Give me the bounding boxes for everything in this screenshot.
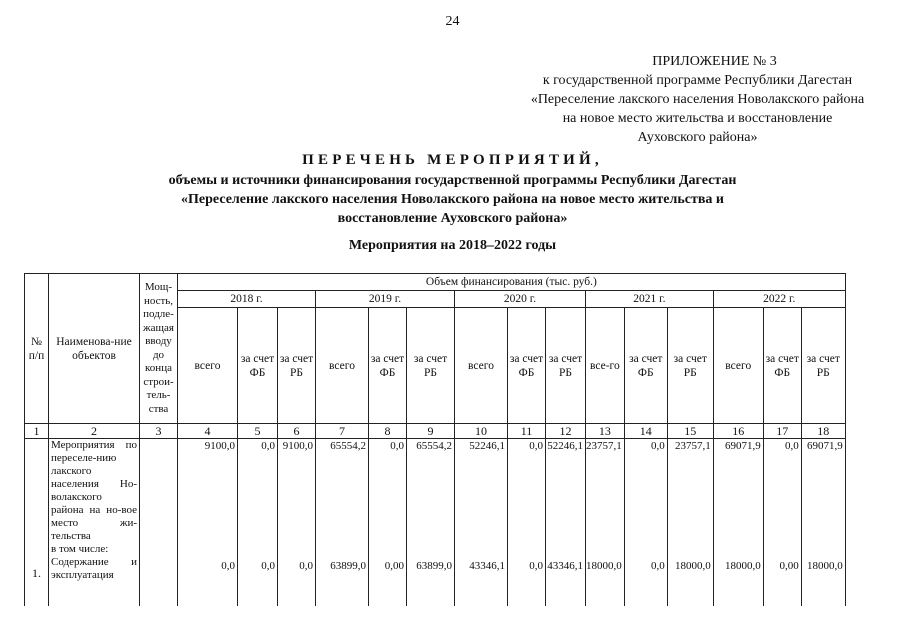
row-value: 0,0 bbox=[624, 556, 667, 606]
header-year: 2020 г. bbox=[455, 291, 586, 308]
row-value: 18000,0 bbox=[586, 556, 625, 606]
header-num: № п/п bbox=[25, 274, 49, 424]
row-value: 63899,0 bbox=[316, 556, 369, 606]
column-number: 8 bbox=[369, 424, 407, 439]
header-year: 2022 г. bbox=[713, 291, 845, 308]
header-funding: Объем финансирования (тыс. руб.) bbox=[178, 274, 846, 291]
row-value: 0,0 bbox=[278, 556, 316, 606]
row-number: 1. bbox=[25, 556, 49, 606]
row-value: 69071,9 bbox=[801, 439, 845, 557]
header-fb: за счет ФБ bbox=[763, 308, 801, 424]
column-number: 7 bbox=[316, 424, 369, 439]
header-rb: за счет РБ bbox=[278, 308, 316, 424]
column-number: 13 bbox=[586, 424, 625, 439]
column-number: 9 bbox=[407, 424, 455, 439]
row-capacity bbox=[140, 556, 178, 606]
header-fb: за счет ФБ bbox=[238, 308, 278, 424]
header-capacity: Мощ-ность, подле-жащая вводу до конца строи-тель-ства bbox=[140, 274, 178, 424]
row-name bbox=[49, 556, 140, 606]
column-number: 10 bbox=[455, 424, 508, 439]
row-value: 0,00 bbox=[369, 556, 407, 606]
table-row bbox=[25, 439, 846, 557]
header-total: всего bbox=[178, 308, 238, 424]
row-value: 18000,0 bbox=[801, 556, 845, 606]
header-fb: за счет ФБ bbox=[508, 308, 546, 424]
column-number: 17 bbox=[763, 424, 801, 439]
heading-line: восстановление Ауховского района» bbox=[337, 211, 568, 226]
row-value: 0,00 bbox=[763, 556, 801, 606]
header-fb: за счет ФБ bbox=[624, 308, 667, 424]
column-number: 2 bbox=[49, 424, 140, 439]
row-name-suffix: в том числе: bbox=[51, 543, 109, 555]
header-fb: за счет ФБ bbox=[369, 308, 407, 424]
row-name-text: Содержание и эксплуатация bbox=[51, 556, 137, 581]
funding-table bbox=[24, 273, 846, 606]
header-rb: за счет РБ bbox=[667, 308, 713, 424]
page-number: 24 bbox=[445, 14, 460, 29]
heading-line: ПЕРЕЧЕНЬ МЕРОПРИЯТИЙ, bbox=[302, 152, 603, 168]
column-number: 3 bbox=[140, 424, 178, 439]
subheading: Мероприятия на 2018–2022 годы bbox=[348, 238, 557, 253]
table-row bbox=[25, 556, 846, 606]
row-value: 9100,0 bbox=[178, 439, 238, 557]
appendix-title: ПРИЛОЖЕНИЕ № 3 bbox=[652, 54, 777, 69]
row-capacity bbox=[140, 439, 178, 557]
header-year: 2019 г. bbox=[316, 291, 455, 308]
row-value: 18000,0 bbox=[713, 556, 763, 606]
column-number-row bbox=[25, 424, 846, 439]
row-value: 52246,1 bbox=[455, 439, 508, 557]
column-number: 18 bbox=[801, 424, 845, 439]
header-rb: за счет РБ bbox=[546, 308, 586, 424]
row-value: 69071,9 bbox=[713, 439, 763, 557]
appendix-line: на новое место жительства и восстановление bbox=[562, 111, 833, 126]
column-number: 11 bbox=[508, 424, 546, 439]
row-value: 0,0 bbox=[763, 439, 801, 557]
row-value: 0,0 bbox=[508, 556, 546, 606]
appendix-line: к государственной программе Республики Дагестан bbox=[542, 73, 853, 88]
column-number: 1 bbox=[25, 424, 49, 439]
row-value: 43346,1 bbox=[455, 556, 508, 606]
appendix-line: «Переселение лакского населения Новолакского района bbox=[530, 92, 865, 107]
row-value: 0,0 bbox=[238, 556, 278, 606]
column-number: 6 bbox=[278, 424, 316, 439]
header-year: 2018 г. bbox=[178, 291, 316, 308]
row-value: 52246,1 bbox=[546, 439, 586, 557]
header-rb: за счет РБ bbox=[801, 308, 845, 424]
row-value: 0,0 bbox=[369, 439, 407, 557]
row-value: 0,0 bbox=[624, 439, 667, 557]
row-value: 23757,1 bbox=[667, 439, 713, 557]
row-value: 0,0 bbox=[508, 439, 546, 557]
document-heading bbox=[0, 149, 905, 228]
header-name: Наименова-ние объектов bbox=[49, 274, 140, 424]
row-number bbox=[25, 439, 49, 557]
row-value: 18000,0 bbox=[667, 556, 713, 606]
heading-line: объемы и источники финансирования государственной программы Республики Дагестан bbox=[168, 173, 737, 188]
header-rb: за счет РБ bbox=[407, 308, 455, 424]
heading-line: «Переселение лакского населения Новолакского района на новое место жительства и bbox=[181, 192, 724, 207]
row-value: 65554,2 bbox=[316, 439, 369, 557]
row-value: 43346,1 bbox=[546, 556, 586, 606]
column-number: 12 bbox=[546, 424, 586, 439]
row-value: 65554,2 bbox=[407, 439, 455, 557]
row-name-text: Мероприятия по переселе-нию лакского населения Но-волакского района на но-вое место жи-тельства bbox=[51, 439, 137, 542]
row-value: 0,0 bbox=[178, 556, 238, 606]
appendix-block bbox=[470, 52, 905, 147]
header-total: все-го bbox=[586, 308, 625, 424]
column-number: 5 bbox=[238, 424, 278, 439]
header-total: всего bbox=[455, 308, 508, 424]
appendix-line: Ауховского района» bbox=[637, 130, 758, 145]
row-value: 9100,0 bbox=[278, 439, 316, 557]
column-number: 4 bbox=[178, 424, 238, 439]
row-name bbox=[49, 439, 140, 557]
column-number: 14 bbox=[624, 424, 667, 439]
row-value: 0,0 bbox=[238, 439, 278, 557]
column-number: 16 bbox=[713, 424, 763, 439]
row-value: 63899,0 bbox=[407, 556, 455, 606]
header-total: всего bbox=[316, 308, 369, 424]
header-total: всего bbox=[713, 308, 763, 424]
header-year: 2021 г. bbox=[586, 291, 714, 308]
row-value: 23757,1 bbox=[586, 439, 625, 557]
column-number: 15 bbox=[667, 424, 713, 439]
